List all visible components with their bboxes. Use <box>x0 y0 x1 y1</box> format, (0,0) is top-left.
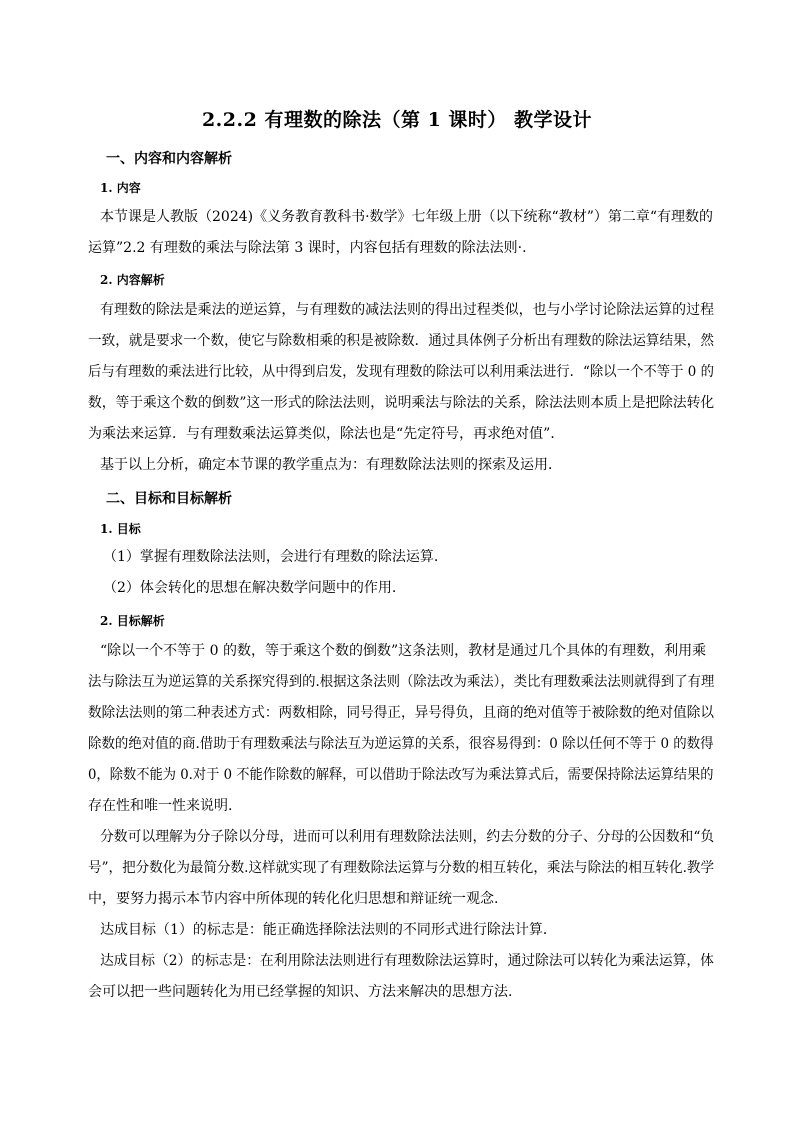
section-heading-goals: 二、目标和目标解析 <box>106 491 232 507</box>
subheading-content-analysis: 2. 内容解析 <box>100 273 165 287</box>
subheading-goals-analysis: 2. 目标解析 <box>100 614 165 628</box>
paragraph-line: 基于以上分析，确定本节课的教学重点为：有理数除法法则的探索及运用． <box>100 457 562 473</box>
paragraph-line: 有理数的除法是乘法的逆运算，与有理数的减法法则的得出过程类似，也与小学讨论除法运算的过程 <box>100 302 715 318</box>
paragraph-line: 0，除数不能为 0.对于 0 不能作除数的解释，可以借助于除法改写为乘法算式后，需要保持除法运算结果的 <box>88 767 714 783</box>
subheading-goals: 1. 目标 <box>100 522 141 536</box>
paragraph-line: 中，要努力揭示本节内容中所体现的转化化归思想和辩证统一观念. <box>88 891 499 907</box>
paragraph-line: 运算”2.2 有理数的乘法与除法第 3 课时，内容包括有理数的除法法则·. <box>88 240 527 256</box>
paragraph-line: 数除法法则的第二种表述方式：两数相除，同号得正，异号得负，且商的绝对值等于被除数的绝对值除以 <box>88 705 714 721</box>
goal-item: （2）体会转化的思想在解决数学问题中的作用. <box>103 580 397 596</box>
paragraph-line: 后与有理数的乘法进行比较，从中得到启发，发现有理数的除法可以利用乘法进行．“除以一个不等于 0 的 <box>88 364 714 380</box>
paragraph-line: “除以一个不等于 0 的数，等于乘这个数的倒数”这条法则，教材是通过几个具体的有理数，利用乘 <box>100 643 707 659</box>
section-heading-content: 一、内容和内容解析 <box>106 151 232 167</box>
paragraph-line: 存在性和唯一性来说明. <box>88 798 233 814</box>
paragraph-line: 除数的绝对值的商.借助于有理数乘法与除法互为逆运算的关系，很容易得到：0 除以任何不等于 0 的数得 <box>88 736 714 752</box>
paragraph-line: 号”，把分数化为最简分数.这样就实现了有理数除法运算与分数的相互转化，乘法与除法的相互转化.教学 <box>88 860 715 876</box>
paragraph-line: 法与除法互为逆运算的关系探究得到的.根据这条法则（除法改为乘法），类比有理数乘法法则就得到了有理 <box>88 674 715 690</box>
paragraph-line: 达成目标（2）的标志是：在利用除法法则进行有理数除法运算时，通过除法可以转化为乘法运算，体 <box>100 953 714 969</box>
paragraph-line: 本节课是人教版（2024)《义务教育教科书·数学》七年级上册（以下统称“教材”）第二章“有理数的 <box>100 209 714 225</box>
paragraph-line: 数，等于乘这个数的倒数”这一形式的除法法则，说明乘法与除法的关系，除法法则本质上是把除法转化 <box>88 395 715 411</box>
document-title: 2.2.2 有理数的除法（第 1 课时） 教学设计 <box>201 109 593 131</box>
paragraph-line: 达成目标（1）的标志是：能正确选择除法法则的不同形式进行除法计算． <box>100 922 557 938</box>
paragraph-line: 一致，就是要求一个数，使它与除数相乘的积是被除数．通过具体例子分析出有理数的除法运算结果，然 <box>88 333 714 349</box>
paragraph-line: 会可以把一些问题转化为用已经掌握的知识、方法来解决的思想方法. <box>88 984 513 1000</box>
goal-item: （1）掌握有理数除法法则，会进行有理数的除法运算. <box>103 549 439 565</box>
subheading-content: 1. 内容 <box>100 181 141 195</box>
paragraph-line: 分数可以理解为分子除以分母，进而可以利用有理数除法法则，约去分数的分子、分母的公因数和“负 <box>100 829 715 845</box>
paragraph-line: 为乘法来运算．与有理数乘法运算类似，除法也是“先定符号，再求绝对值”． <box>88 426 565 442</box>
